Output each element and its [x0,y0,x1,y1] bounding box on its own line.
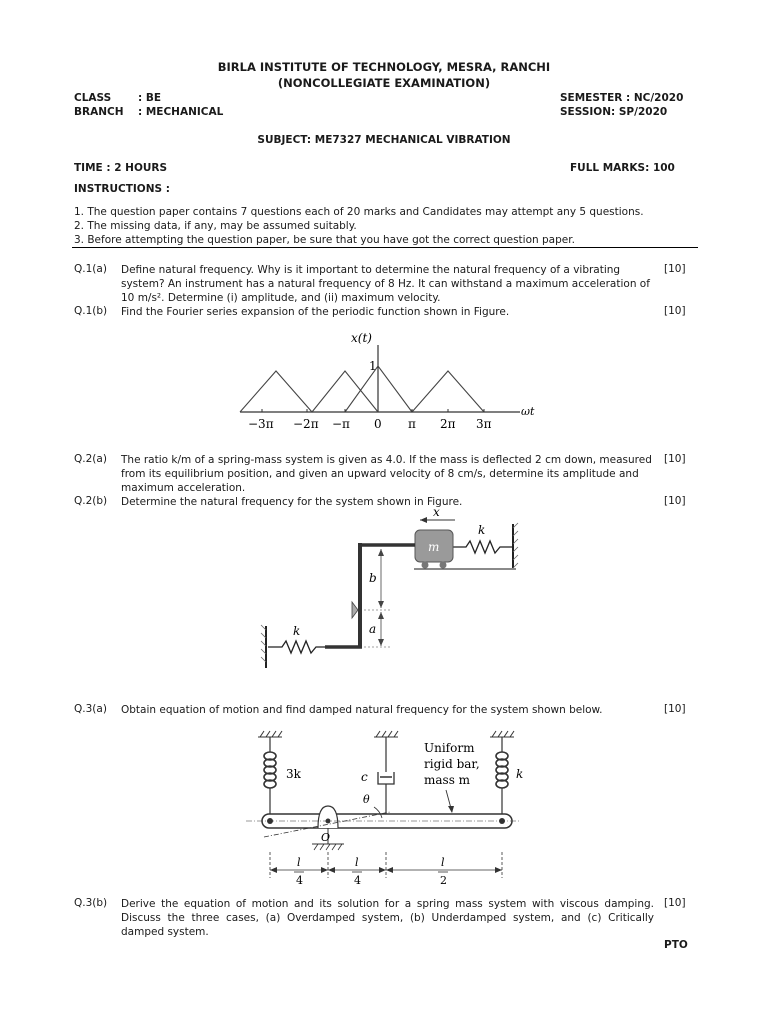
class-label: CLASS [74,92,112,104]
question-text: Derive the equation of motion and its solution for a spring mass system with viscous damping. Discuss the three cases, (a) Overdamped system, (b) Underdamped system, and (c) Critically damped system. [121,898,654,938]
dim-label: l [297,856,301,869]
theta-label: θ [363,793,370,806]
left-coil-spring [264,752,276,788]
x-label: x [433,505,440,519]
spring-3k-label: 3k [286,767,301,781]
top-spring-label: k [478,523,486,537]
question-text: Find the Fourier series expansion of the periodic function shown in Figure. [121,306,510,318]
question-text: The ratio k/m of a spring-mass system is given as 4.0. If the mass is deflected 2 cm down, measured from its equilibrium position, and given an upward velocity of 8 cm/s, determine its amplitude and maximum acceleration. [121,454,652,494]
exam-type: (NONCOLLEGIATE EXAMINATION) [277,76,491,90]
dim-label: 4 [296,874,303,887]
session: SESSION: SP/2020 [560,106,668,118]
right-coil-spring [496,752,508,788]
question-number: Q.3(a) [74,703,107,715]
question-marks: [10] [664,897,686,909]
branch-label: BRANCH [74,106,124,118]
bar-label-line: rigid bar, [424,757,480,771]
x-axis-label: ωt [521,405,535,418]
question-number: Q.1(b) [74,305,108,317]
question-marks: [10] [664,263,686,275]
dim-label: 2 [440,874,447,887]
question-number: Q.1(a) [74,263,107,275]
semester: SEMESTER : NC/2020 [560,92,684,104]
time: TIME : 2 HOURS [74,162,168,174]
pivot-support [318,806,338,828]
a-label: a [369,622,377,636]
damper-label: c [361,770,368,784]
question-text: Obtain equation of motion and find damped natural frequency for the system shown below. [121,704,603,716]
question-marks: [10] [664,305,686,317]
bottom-spring-label: k [293,624,301,638]
tick-label: −2π [293,417,319,431]
pivot-o-label: O [321,831,331,844]
instruction-item: 3. Before attempting the question paper, be sure that you have got the correct question paper. [74,234,575,246]
spring-k-label: k [516,767,524,781]
tick-label: 0 [374,417,382,431]
bar-label-line: Uniform [424,741,475,755]
dim-label: l [441,856,445,869]
question-number: Q.2(b) [74,495,108,507]
tick-label: 3π [476,417,492,431]
question-number: Q.2(a) [74,453,107,465]
class-value: : BE [138,92,162,104]
tick-label: −π [332,417,350,431]
pto-label: PTO [664,939,688,951]
branch-value: : MECHANICAL [138,106,224,118]
question-text: Determine the natural frequency for the system shown in Figure. [121,496,463,508]
y-axis-label: x(t) [351,331,372,345]
bar-label-line: mass m [424,773,471,787]
mass-label: m [428,540,440,554]
instruction-item: 1. The question paper contains 7 questions each of 20 marks and Candidates may attempt any 5 questions. [74,206,644,218]
question-marks: [10] [664,495,686,507]
peak-label: 1 [369,359,377,373]
subject: SUBJECT: ME7327 MECHANICAL VIBRATION [257,134,511,146]
damper-cup [378,772,394,784]
b-label: b [369,571,377,585]
instructions-title: INSTRUCTIONS : [74,183,170,195]
question-marks: [10] [664,453,686,465]
question-text: Define natural frequency. Why is it important to determine the natural frequency of a vibrating system? An instrument has a natural frequency of 8 Hz. It can withstand a maximum acceleration of 10 m/s². Determine (i) amplitude, and (ii) maximum velocity. [121,264,650,304]
tick-label: π [408,417,416,431]
tick-label: −3π [248,417,274,431]
question-number: Q.3(b) [74,897,108,909]
instruction-item: 2. The missing data, if any, may be assumed suitably. [74,220,357,232]
institute-title: BIRLA INSTITUTE OF TECHNOLOGY, MESRA, RANCHI [217,60,551,74]
tick-label: 2π [440,417,456,431]
dim-label: l [355,856,359,869]
question-marks: [10] [664,703,686,715]
ceiling-supports [258,731,514,737]
dim-label: 4 [354,874,361,887]
full-marks: FULL MARKS: 100 [570,162,675,174]
